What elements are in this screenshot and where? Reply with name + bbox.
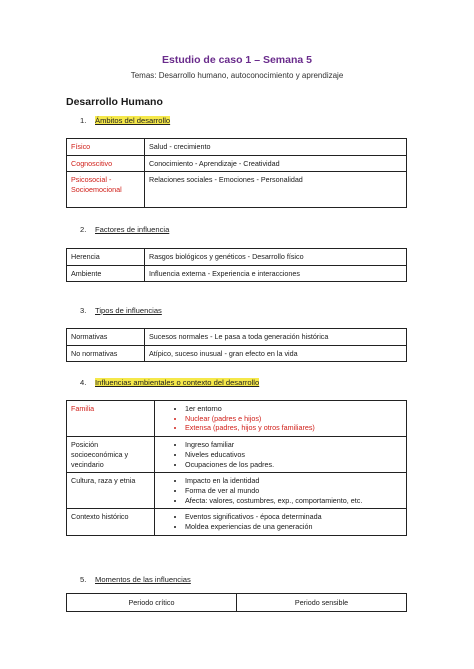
row-label: Normativas xyxy=(67,329,145,346)
list-item: • Nuclear (padres e hijos) xyxy=(185,414,402,424)
list-item: • Afecta: valores, costumbres, exp., comportamiento, etc. xyxy=(185,496,402,506)
item-title: Ámbitos del desarrollo xyxy=(95,116,171,125)
document-subtitle: Temas: Desarrollo humano, autoconocimiento y aprendizaje xyxy=(130,71,344,80)
item-title: Momentos de las influencias xyxy=(95,575,191,584)
table-row xyxy=(67,155,407,172)
list-item: • Eventos significativos - época determinada xyxy=(185,512,402,522)
table-momentos xyxy=(66,593,407,612)
list-item: • Moldea experiencias de una generación xyxy=(185,522,402,532)
row-label: Psicosocial - Socioemocional xyxy=(67,172,145,208)
item-number: 5. xyxy=(80,575,87,584)
row-label: Herencia xyxy=(67,249,145,266)
row-value: Relaciones sociales - Emociones - Personalidad xyxy=(145,172,407,208)
section-heading: Desarrollo Humano xyxy=(66,96,163,108)
table-tipos xyxy=(66,328,407,362)
list-item: • Ocupaciones de los padres. xyxy=(185,460,402,470)
list-item: • Extensa (padres, hijos y otros familiares) xyxy=(185,423,402,433)
item-momentos xyxy=(80,575,191,584)
table-ambitos xyxy=(66,138,407,208)
row-value: Atípico, suceso inusual - gran efecto en la vida xyxy=(145,345,407,362)
table-row xyxy=(67,265,407,282)
row-label: Físico xyxy=(67,139,145,156)
row-label: Familia xyxy=(67,401,155,437)
table-row xyxy=(67,509,407,535)
row-bullets xyxy=(155,437,407,473)
item-factores xyxy=(80,225,169,234)
table-row xyxy=(67,172,407,208)
table-factores xyxy=(66,248,407,282)
table-row xyxy=(67,345,407,362)
item-title: Factores de influencia xyxy=(95,225,170,234)
row-label: No normativas xyxy=(67,345,145,362)
row-label: Cognoscitivo xyxy=(67,155,145,172)
row-value: Sucesos normales - Le pasa a toda generación histórica xyxy=(145,329,407,346)
item-number: 4. xyxy=(80,378,87,387)
item-number: 3. xyxy=(80,306,87,315)
table-row xyxy=(67,329,407,346)
list-item: • Impacto en la identidad xyxy=(185,476,402,486)
item-number: 1. xyxy=(80,116,87,125)
table-row xyxy=(67,401,407,437)
item-tipos xyxy=(80,306,162,315)
table-row xyxy=(67,139,407,156)
document-title: Estudio de caso 1 – Semana 5 xyxy=(162,54,312,66)
row-bullets xyxy=(155,401,407,437)
table-row xyxy=(67,437,407,473)
table-row xyxy=(67,249,407,266)
item-ambitos xyxy=(80,116,170,125)
row-bullets xyxy=(155,509,407,535)
row-bullets xyxy=(155,473,407,509)
table-row xyxy=(67,473,407,509)
row-label: Posición socioeconómica y vecindario xyxy=(67,437,155,473)
list-item: • Niveles educativos xyxy=(185,450,402,460)
row-label: Ambiente xyxy=(67,265,145,282)
header-cell: Periodo crítico xyxy=(67,594,237,612)
row-label: Cultura, raza y etnia xyxy=(67,473,155,509)
item-title: Tipos de influencias xyxy=(95,306,162,315)
item-number: 2. xyxy=(80,225,87,234)
table-row xyxy=(67,594,407,612)
table-influencias xyxy=(66,400,407,536)
row-value: Rasgos biológicos y genéticos - Desarrollo físico xyxy=(145,249,407,266)
list-item: • Ingreso familiar xyxy=(185,440,402,450)
item-title: Influencias ambientales o contexto del desarrollo xyxy=(95,378,260,387)
row-value: Influencia externa - Experiencia e interacciones xyxy=(145,265,407,282)
header-cell: Periodo sensible xyxy=(237,594,407,612)
row-label: Contexto histórico xyxy=(67,509,155,535)
row-value: Salud - crecimiento xyxy=(145,139,407,156)
list-item: • Forma de ver al mundo xyxy=(185,486,402,496)
item-influencias xyxy=(80,378,259,387)
row-value: Conocimiento - Aprendizaje - Creatividad xyxy=(145,155,407,172)
list-item: • 1er entorno xyxy=(185,404,402,414)
